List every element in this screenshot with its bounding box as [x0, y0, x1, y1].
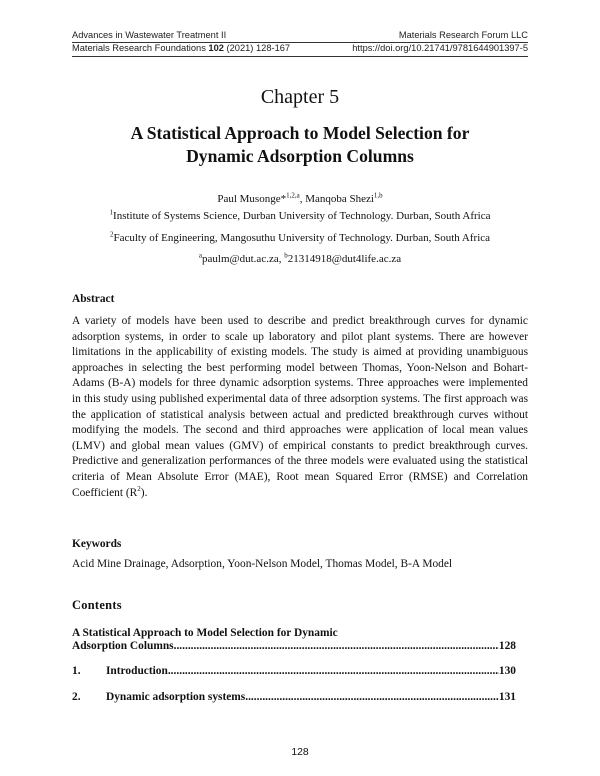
running-header-bottom: [72, 43, 528, 53]
author-2: Manqoba Shezi: [305, 193, 374, 205]
journal-series: Advances in Wastewater Treatment II: [72, 30, 227, 40]
chapter-label: Chapter 5: [260, 86, 340, 108]
contents-heading: Contents: [72, 598, 122, 612]
author-emails: $^a$paulm@dut.ac.za, $^b$21314918@dut4life.ac.za: [198, 251, 402, 265]
toc-page: 130: [498, 665, 516, 677]
abstract-text: A variety of models have been used to describe and predict breakthrough curves for dynamic adsorption systems, in order to scale up laboratory and pilot plant systems. There are however limitations in the applicability of existing models. The study is aimed at providing unambiguous approaches in selecting the best performing model between Thomas, Yoon-Nelson and Bohart-Adams (B-A) models for three dynamic adsorption systems. Three approaches were implemented in this study using published experimental data of three adsorption systems. The first approach was the application of statistical analysis between actual and predicted breakthrough curves without modifying the models. The second and third approaches were application of local mean values (LMV) and global mean values (GMV) of empirical constants to predict breakthrough curves. Predictive and generalization performances of the three models were evaluated using the statistical criteria of Mean Absolute Error (MAE), Root mean Squared Error (RMSE) and Correlation Coefficient $(R^2)$.: [72, 315, 528, 499]
author-list: Paul Musonge*$^{1,2,a}$, Manqoba Shezi$^{1,b}$: [217, 191, 383, 205]
toc-page: 128: [498, 640, 516, 652]
keywords-heading: Keywords: [72, 538, 122, 550]
toc-entry-introduction[interactable]: 1. Introduction ..... 130: [72, 665, 516, 677]
paper-title: [60, 122, 540, 168]
running-header-top: [72, 30, 528, 40]
title-line-2: Dynamic Adsorption Columns: [186, 146, 414, 166]
email-b[interactable]: 21314918@dut4life.ac.za: [287, 253, 402, 265]
publisher: Materials Research Forum LLC: [398, 30, 528, 40]
affiliation-1: $^1$Institute of Systems Science, Durban University of Technology. Durban, South Africa: [109, 208, 491, 222]
toc-entry-chapter[interactable]: Adsorption Columns ..... 128: [72, 640, 516, 652]
title-line-1: A Statistical Approach to Model Selection for: [130, 123, 470, 143]
keywords-text: Acid Mine Drainage, Adsorption, Yoon-Nelson Model, Thomas Model, B-A Model: [72, 558, 453, 570]
email-a[interactable]: paulm@dut.ac.za,: [202, 253, 285, 265]
toc-entry-title-line1[interactable]: A Statistical Approach to Model Selection for Dynamic: [72, 627, 338, 639]
doi-link[interactable]: https://doi.org/10.21741/9781644901397-5: [352, 43, 528, 53]
citation: Materials Research Foundations 102 (2021) 128-167: [72, 43, 291, 53]
abstract-heading: Abstract: [72, 293, 115, 305]
toc-page: 131: [498, 691, 516, 703]
toc-entry-dynamic-adsorption[interactable]: 2. Dynamic adsorption systems ..... 131: [72, 691, 516, 703]
affiliation-2: $^2$Faculty of Engineering, Mangosuthu University of Technology. Durban, South Africa: [109, 230, 491, 244]
author-1: Paul Musonge*: [217, 193, 287, 205]
header-rule-bottom: [72, 56, 528, 57]
page-number: 128: [291, 747, 309, 758]
